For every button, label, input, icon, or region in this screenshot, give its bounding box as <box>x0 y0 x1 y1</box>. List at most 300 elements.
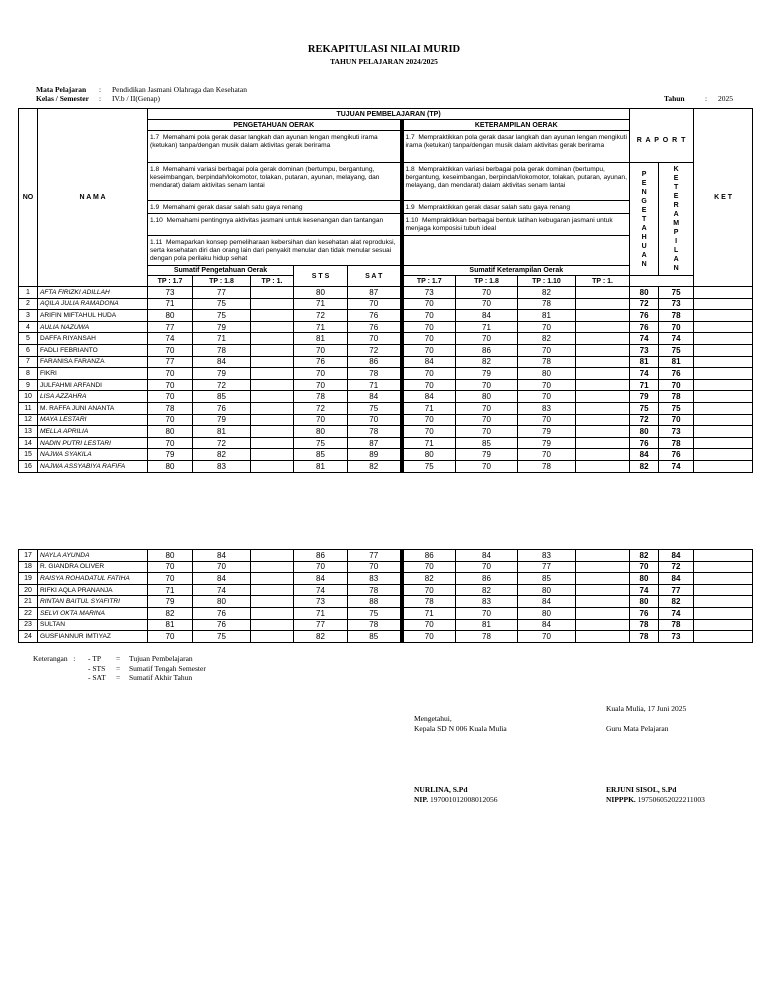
kepala-sekolah-title: Kepala SD N 006 Kuala Mulia <box>414 724 507 733</box>
peng-tp1 <box>251 584 294 596</box>
student-no: 12 <box>19 414 38 426</box>
ket-tp18: 85 <box>456 437 518 449</box>
student-no: 4 <box>19 321 38 333</box>
sat-value: 78 <box>348 368 402 380</box>
raport-keterampilan: 76 <box>659 449 694 461</box>
raport-pengetahuan: 76 <box>630 437 659 449</box>
sat-value: 70 <box>348 561 402 573</box>
mapel-label: Mata Pelajaran <box>36 85 87 94</box>
student-name: FADLI FEBRIANTO <box>38 344 148 356</box>
peng-tp1 <box>251 449 294 461</box>
student-name: MAYA LESTARI <box>38 414 148 426</box>
ket-tp110: 70 <box>518 414 576 426</box>
mapel-value: Pendidikan Jasmani Olahraga dan Kesehatan <box>112 85 247 94</box>
raport-keterampilan-header <box>659 163 694 276</box>
student-no: 14 <box>19 437 38 449</box>
student-name: NAJWA SYAKILA <box>38 449 148 461</box>
ket-tp18: 70 <box>456 402 518 414</box>
raport-keterampilan: 75 <box>659 344 694 356</box>
kepala-sekolah-name: NURLINA, S.Pd <box>414 785 468 794</box>
peng-tp1 <box>251 356 294 368</box>
table-row <box>19 596 753 608</box>
ket-tp18: 71 <box>456 321 518 333</box>
ket-tp1 <box>576 391 630 403</box>
ket-tp17: 70 <box>402 333 456 345</box>
peng-tp18: 80 <box>193 596 251 608</box>
tahun-value: 2025 <box>718 94 733 103</box>
guru-nip: NIPPPK. 197506052022211003 <box>606 795 705 804</box>
ket-tp18: 70 <box>456 561 518 573</box>
raport-pengetahuan: 76 <box>630 321 659 333</box>
col-ket-header: K E T <box>694 109 753 287</box>
ket-tp17: 71 <box>402 607 456 619</box>
ket-tp18: 86 <box>456 573 518 585</box>
peng-tp18: 79 <box>193 414 251 426</box>
raport-keterampilan: 78 <box>659 391 694 403</box>
table-row <box>19 356 753 368</box>
raport-pengetahuan: 76 <box>630 310 659 322</box>
sts-value: 78 <box>294 391 348 403</box>
peng-tp18: 79 <box>193 321 251 333</box>
ket-tp110: 70 <box>518 379 576 391</box>
sat-value: 71 <box>348 379 402 391</box>
student-no: 21 <box>19 596 38 608</box>
ket-tp110: 70 <box>518 321 576 333</box>
peng-tp1 <box>251 561 294 573</box>
raport-pengetahuan: 81 <box>630 356 659 368</box>
ket-tp18: 70 <box>456 298 518 310</box>
peng-tp1 <box>251 344 294 356</box>
peng-tp1 <box>251 426 294 438</box>
ket-value <box>694 321 753 333</box>
raport-keterampilan: 70 <box>659 321 694 333</box>
ket-tp18: 78 <box>456 631 518 643</box>
sts-value: 73 <box>294 596 348 608</box>
sts-value: 86 <box>294 550 348 562</box>
col-no-header: NO <box>19 109 38 287</box>
student-no: 9 <box>19 379 38 391</box>
tahun-label: Tahun <box>664 94 685 103</box>
student-name: RIFKI AQLA PRANANJA <box>38 584 148 596</box>
sts-value: 75 <box>294 437 348 449</box>
table-row <box>19 368 753 380</box>
peng-tp18: 71 <box>193 333 251 345</box>
ket-tp17: 70 <box>402 321 456 333</box>
raport-pengetahuan: 80 <box>630 426 659 438</box>
peng-tp18: 77 <box>193 287 251 299</box>
sat-value: 88 <box>348 596 402 608</box>
raport-pengetahuan-header <box>630 163 659 276</box>
ket-value <box>694 573 753 585</box>
raport-pengetahuan: 74 <box>630 368 659 380</box>
sub-ket-tp110: TP : 1.10 <box>518 276 576 287</box>
sat-value: 75 <box>348 607 402 619</box>
ket-value <box>694 607 753 619</box>
table-row <box>19 437 753 449</box>
tp-ket-2: 1.8 Mempraktikkan variasi berbagai pola gerak dominan (bertumpu, bergantung, keseimbangan, berpindah/lokomotor, tolakan, putaran, ayunan, melayang, dan mendarat) dalam aktivitas senam lantai <box>402 163 630 201</box>
ket-tp18: 79 <box>456 449 518 461</box>
sub-peng-tp1: TP : 1. <box>251 276 294 287</box>
raport-keterampilan: 70 <box>659 379 694 391</box>
ket-tp18: 86 <box>456 344 518 356</box>
student-name: GUSFIANNUR IMTIYAZ <box>38 631 148 643</box>
raport-keterampilan: 74 <box>659 333 694 345</box>
student-no: 23 <box>19 619 38 631</box>
ket-tp18: 70 <box>456 414 518 426</box>
ket-tp1 <box>576 310 630 322</box>
peng-tp17: 70 <box>148 379 193 391</box>
peng-tp1 <box>251 437 294 449</box>
raport-keterampilan: 76 <box>659 368 694 380</box>
peng-tp1 <box>251 298 294 310</box>
student-no: 20 <box>19 584 38 596</box>
table-row <box>19 333 753 345</box>
sts-value: 81 <box>294 460 348 472</box>
ket-tp1 <box>576 619 630 631</box>
tp-ket-3: 1.9 Mempraktikkan gerak dasar salah satu gaya renang <box>402 201 630 214</box>
table-row <box>19 631 753 643</box>
sts-value: 70 <box>294 561 348 573</box>
sat-value: 87 <box>348 437 402 449</box>
kepala-sekolah-nip: NIP. 197001012008012056 <box>414 795 498 804</box>
ket-tp1 <box>576 379 630 391</box>
peng-tp17: 79 <box>148 449 193 461</box>
guru-title: Guru Mata Pelajaran <box>606 724 669 733</box>
tp-ket-1: 1.7 Mempraktikkan pola gerak dasar langkah dan ayunan lengan mengikuti irama (ketukan) tanpa/dengan musik dalam aktivitas gerak berirama <box>402 131 630 163</box>
keterampilan-header: KETERAMPILAN OERAK <box>402 120 630 131</box>
ket-tp1 <box>576 584 630 596</box>
sat-value: 87 <box>348 287 402 299</box>
peng-tp17: 70 <box>148 344 193 356</box>
table-row <box>19 391 753 403</box>
sts-value: 71 <box>294 607 348 619</box>
student-no: 19 <box>19 573 38 585</box>
peng-tp18: 82 <box>193 449 251 461</box>
sts-value: 80 <box>294 426 348 438</box>
raport-pengetahuan: 76 <box>630 607 659 619</box>
student-name: NADIN PUTRI LESTARI <box>38 437 148 449</box>
peng-tp17: 73 <box>148 287 193 299</box>
raport-keterampilan: 73 <box>659 426 694 438</box>
ket-tp110: 70 <box>518 391 576 403</box>
ket-value <box>694 333 753 345</box>
ket-tp17: 70 <box>402 584 456 596</box>
ket-value <box>694 584 753 596</box>
table-row <box>19 460 753 472</box>
ket-tp17: 86 <box>402 550 456 562</box>
peng-tp1 <box>251 402 294 414</box>
col-nama-header: N A M A <box>38 109 148 287</box>
peng-tp1 <box>251 414 294 426</box>
raport-pengetahuan: 73 <box>630 344 659 356</box>
place-date: Kuala Mulia, 17 Juni 2025 <box>606 704 687 713</box>
sts-value: 77 <box>294 619 348 631</box>
ket-tp110: 70 <box>518 631 576 643</box>
raport-keterampilan: 70 <box>659 414 694 426</box>
sat-value: 82 <box>348 460 402 472</box>
sat-value: 76 <box>348 310 402 322</box>
raport-header: R A P O R T <box>630 120 694 163</box>
peng-tp17: 77 <box>148 356 193 368</box>
ket-tp110: 83 <box>518 550 576 562</box>
sts-value: 71 <box>294 298 348 310</box>
table-row <box>19 298 753 310</box>
tp-peng-2: 1.8 Memahami variasi berbagai pola gerak dominan (bertumpu, bergantung, keseimbangan, berpindah/lokomotor, tolakan, putaran, ayunan, melayang, dan mendarat) dalam aktivitas senam lantai <box>148 163 402 201</box>
ket-tp18: 70 <box>456 607 518 619</box>
ket-tp18: 70 <box>456 333 518 345</box>
ket-tp17: 75 <box>402 460 456 472</box>
peng-tp18: 83 <box>193 460 251 472</box>
sub-ket-tp17: TP : 1.7 <box>402 276 456 287</box>
ket-tp1 <box>576 561 630 573</box>
ket-tp110: 79 <box>518 437 576 449</box>
student-no: 17 <box>19 550 38 562</box>
peng-tp18: 84 <box>193 356 251 368</box>
sat-value: 72 <box>348 344 402 356</box>
ket-value <box>694 550 753 562</box>
ket-tp17: 84 <box>402 391 456 403</box>
student-no: 3 <box>19 310 38 322</box>
peng-tp1 <box>251 619 294 631</box>
peng-tp17: 71 <box>148 584 193 596</box>
student-name: AQILA JULIA RAMADONA <box>38 298 148 310</box>
table-row <box>19 550 753 562</box>
raport-keterampilan: 75 <box>659 402 694 414</box>
peng-tp1 <box>251 391 294 403</box>
sat-value: 76 <box>348 321 402 333</box>
ket-value <box>694 619 753 631</box>
table-row <box>19 287 753 299</box>
table-row <box>19 310 753 322</box>
ket-tp18: 84 <box>456 310 518 322</box>
ket-tp18: 82 <box>456 356 518 368</box>
table-row <box>19 321 753 333</box>
peng-tp18: 75 <box>193 631 251 643</box>
student-name: RAISYA ROHADATUL FATIHA <box>38 573 148 585</box>
raport-pengetahuan: 71 <box>630 379 659 391</box>
student-no: 18 <box>19 561 38 573</box>
peng-tp1 <box>251 460 294 472</box>
ket-tp17: 70 <box>402 561 456 573</box>
student-name: ARIFIN MIFTAHUL HUDA <box>38 310 148 322</box>
ket-tp110: 80 <box>518 584 576 596</box>
ket-tp17: 70 <box>402 310 456 322</box>
sub-ket-tp1: TP : 1. <box>576 276 630 287</box>
student-no: 10 <box>19 391 38 403</box>
ket-tp17: 70 <box>402 631 456 643</box>
student-no: 2 <box>19 298 38 310</box>
table-row <box>19 379 753 391</box>
peng-tp17: 70 <box>148 437 193 449</box>
peng-tp18: 84 <box>193 573 251 585</box>
page-subtitle: TAHUN PELAJARAN 2024/2025 <box>330 57 438 66</box>
raport-keterampilan: 73 <box>659 298 694 310</box>
ket-value <box>694 414 753 426</box>
ket-tp110: 77 <box>518 561 576 573</box>
ket-value <box>694 356 753 368</box>
keterangan-list <box>88 654 206 683</box>
student-no: 13 <box>19 426 38 438</box>
ket-tp17: 70 <box>402 344 456 356</box>
sat-header: S A T <box>348 266 402 287</box>
student-name: SELVI OKTA MARINA <box>38 607 148 619</box>
sat-value: 83 <box>348 573 402 585</box>
sts-value: 76 <box>294 356 348 368</box>
raport-pengetahuan: 79 <box>630 391 659 403</box>
sts-header: S T S <box>294 266 348 287</box>
table-row <box>19 402 753 414</box>
ket-tp17: 70 <box>402 426 456 438</box>
keterangan-item: - STS = Sumatif Tengah Semester <box>88 663 206 673</box>
student-name: NAYLA AYUNDA <box>38 550 148 562</box>
peng-tp18: 79 <box>193 368 251 380</box>
raport-keterampilan: 78 <box>659 310 694 322</box>
raport-pengetahuan: 74 <box>630 333 659 345</box>
raport-pengetahuan: 74 <box>630 584 659 596</box>
sat-value: 77 <box>348 550 402 562</box>
table-row <box>19 344 753 356</box>
student-name: R. GIANDRA OLIVER <box>38 561 148 573</box>
kelas-value: IV.b / II(Genap) <box>112 94 160 103</box>
ket-tp110: 78 <box>518 298 576 310</box>
grade-table-continued <box>18 549 753 643</box>
sat-value: 78 <box>348 426 402 438</box>
sts-value: 72 <box>294 402 348 414</box>
ket-tp1 <box>576 426 630 438</box>
peng-tp1 <box>251 573 294 585</box>
raport-keterampilan: 78 <box>659 437 694 449</box>
table-row <box>19 561 753 573</box>
table-row <box>19 426 753 438</box>
ket-value <box>694 460 753 472</box>
sat-value: 70 <box>348 333 402 345</box>
student-no: 6 <box>19 344 38 356</box>
ket-tp17: 82 <box>402 573 456 585</box>
student-no: 15 <box>19 449 38 461</box>
ket-tp1 <box>576 356 630 368</box>
raport-pengetahuan: 75 <box>630 402 659 414</box>
raport-keterampilan: 84 <box>659 550 694 562</box>
ket-tp17: 80 <box>402 449 456 461</box>
kelas-colon: : <box>99 94 102 103</box>
sub-peng-tp17: TP : 1.7 <box>148 276 193 287</box>
page-title: REKAPITULASI NILAI MURID <box>307 44 461 55</box>
ket-value <box>694 379 753 391</box>
tp-peng-3: 1.9 Memahami gerak dasar salah satu gaya renang <box>148 201 402 214</box>
tp-peng-4: 1.10 Memahami pentingnya aktivitas jasmani untuk kesenangan dan tantangan <box>148 214 402 236</box>
ket-tp18: 70 <box>456 426 518 438</box>
sat-value: 86 <box>348 356 402 368</box>
sat-value: 70 <box>348 414 402 426</box>
peng-tp18: 76 <box>193 619 251 631</box>
tp-ket-5-empty <box>402 236 630 266</box>
raport-keterampilan: 82 <box>659 596 694 608</box>
ket-tp18: 79 <box>456 368 518 380</box>
peng-tp18: 70 <box>193 561 251 573</box>
ket-tp1 <box>576 321 630 333</box>
ket-value <box>694 426 753 438</box>
raport-keterampilan-label: K E T E R A M P I L A N <box>673 166 680 272</box>
sat-value: 85 <box>348 631 402 643</box>
raport-keterampilan: 74 <box>659 607 694 619</box>
ket-value <box>694 561 753 573</box>
peng-tp17: 70 <box>148 561 193 573</box>
sts-value: 74 <box>294 584 348 596</box>
table-row <box>19 449 753 461</box>
grade-table <box>18 108 753 473</box>
student-no: 22 <box>19 607 38 619</box>
student-no: 24 <box>19 631 38 643</box>
peng-tp18: 72 <box>193 437 251 449</box>
ket-tp110: 78 <box>518 460 576 472</box>
ket-tp1 <box>576 573 630 585</box>
ket-tp18: 83 <box>456 596 518 608</box>
ket-tp1 <box>576 607 630 619</box>
ket-tp110: 81 <box>518 310 576 322</box>
ket-tp17: 70 <box>402 379 456 391</box>
raport-pengetahuan: 84 <box>630 449 659 461</box>
ket-value <box>694 287 753 299</box>
raport-pengetahuan: 80 <box>630 287 659 299</box>
student-name: AFTA FIRIZKI ADILLAH <box>38 287 148 299</box>
ket-value <box>694 437 753 449</box>
ket-tp17: 73 <box>402 287 456 299</box>
sts-value: 70 <box>294 368 348 380</box>
ket-tp17: 78 <box>402 596 456 608</box>
sts-value: 85 <box>294 449 348 461</box>
peng-tp18: 78 <box>193 344 251 356</box>
raport-pengetahuan: 80 <box>630 596 659 608</box>
raport-pengetahuan: 70 <box>630 561 659 573</box>
ket-tp17: 71 <box>402 437 456 449</box>
ket-tp110: 70 <box>518 344 576 356</box>
peng-tp17: 78 <box>148 402 193 414</box>
table-row <box>19 619 753 631</box>
tp-peng-1: 1.7 Memahami pola gerak dasar langkah dan ayunan lengan mengikuti irama (ketukan) tanpa/dengan musik dalam aktivitas gerak berirama <box>148 131 402 163</box>
raport-pengetahuan: 72 <box>630 414 659 426</box>
raport-pengetahuan: 82 <box>630 460 659 472</box>
table-row <box>19 573 753 585</box>
student-name: M. RAFFA JUNI ANANTA <box>38 402 148 414</box>
peng-tp1 <box>251 333 294 345</box>
student-name: JULFAHMI ARFANDI <box>38 379 148 391</box>
tp-peng-5: 1.11 Memaparkan konsep pemeliharaan kebersihan dan kesehatan alat reproduksi, serta kesehatan diri dan orang lain dari penyakit menular dan tidak menular sesuai dengan pola perilaku hidup sehat <box>148 236 402 266</box>
student-name: RINTAN BAITUL SYAFITRI <box>38 596 148 608</box>
ket-tp17: 70 <box>402 414 456 426</box>
guru-name: ERJUNI SISOL, S.Pd <box>606 785 677 794</box>
ket-tp1 <box>576 368 630 380</box>
student-no: 5 <box>19 333 38 345</box>
ket-tp18: 81 <box>456 619 518 631</box>
ket-tp18: 80 <box>456 391 518 403</box>
ket-tp18: 70 <box>456 379 518 391</box>
raport-pengetahuan: 78 <box>630 619 659 631</box>
raport-pengetahuan: 78 <box>630 631 659 643</box>
peng-tp17: 70 <box>148 368 193 380</box>
student-no: 8 <box>19 368 38 380</box>
ket-tp1 <box>576 449 630 461</box>
peng-tp17: 80 <box>148 310 193 322</box>
sts-value: 70 <box>294 379 348 391</box>
ket-tp110: 80 <box>518 368 576 380</box>
peng-tp17: 81 <box>148 619 193 631</box>
ket-tp17: 70 <box>402 619 456 631</box>
ket-value <box>694 310 753 322</box>
raport-keterampilan: 75 <box>659 287 694 299</box>
pengetahuan-header: PENGETAHUAN OERAK <box>148 120 402 131</box>
peng-tp18: 84 <box>193 550 251 562</box>
sts-value: 81 <box>294 333 348 345</box>
